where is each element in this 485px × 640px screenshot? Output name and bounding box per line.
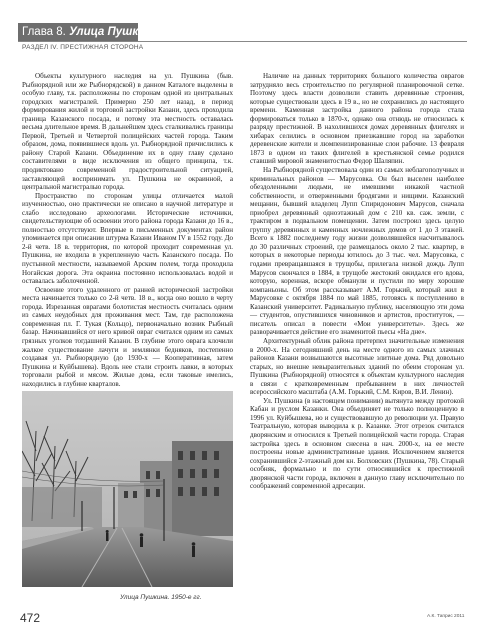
right-text-column <box>250 72 464 491</box>
header-divider <box>18 41 467 42</box>
paragraph: Освоение этого удаленного от ранней исторической застройки места начинается только со 2-й четв. 18 в., когда оно вошло в черту города. Изрезанная оврагами болотистая местность считалась одним из самых неудобных для проживания мест. Там, где расположена современная пл. Г. Тукая (Кольцо), первоначально возник Рыбный базар. Начинавшийся от него кривой овраг считался одним из самых грязных уголков тогдашней Казани. В глубине этого оврага клочили жалкое существование лачуги и землянки бедняков, постепенно создавая ул. Рыбнорядную (до 1930-х — Кооперативная, затем Пушкина и Куйбышева). Вдоль нее стали строить лавки, в которых торговали рыбой и мясом. Жилые дома, если таковые имелись, находились в глубине кварталов. <box>22 285 233 388</box>
photo-caption: Улица Пушкина. 1950-е гг. <box>120 594 202 601</box>
photo-credit: А.К. Таприс 2011 <box>427 614 465 619</box>
section-label: РАЗДЕЛ IV. ПРЕСТИЖНАЯ СТОРОНА <box>22 44 144 51</box>
paragraph: Наличие на данных территориях большого количества оврагов затрудняло весь строительство по регулярной планировочной сетке. Поэтому здесь власти дозволили ставить деревянные строения, которые существовали здесь в 19 в., но не сохранились до настоящего времени. Каменная застройка данного района города стала формироваться только в 1870-х, однако она отнюдь не относилась к разряду престижной. В нахолившихся домах деревянных флигелях и хибарах селились в основном приезжавшие город на заработки деревенские жители и люмпенизированные слои рабочие. 13 февраля 1873 в одном из таких флигелей в крестьянской семье родился ставший мировой знаменитостью Федор Шаляпин. <box>250 72 464 166</box>
paragraph: Ул. Пушкина (в настоящем понимании) вытянута между протокой Кабан и руслом Казанки. Она объединяет не только полноценную в 1996 ул. Куйбышева, но и существовавшую до революции ул. Правую Театральную, которая выводила к р. Казанке. Этот отрезок считался дворянским и относился к Третьей полицейской части города. Старая застройка здесь в основном снесена в нач. 2000-х, на ее месте построены новые административные здания. Исключением является сохранившийся 2-этажный дом кн. Болховских (Пушкина, 78). Старый особняк, формально и по сути относившийся к престижной дворянской части города, включен в данную главу исключительно по соображений современной адресации. <box>250 396 464 491</box>
street-photo <box>22 391 233 587</box>
chapter-street-name: Улица Пушкина <box>69 26 159 38</box>
paragraph: Архитектурный облик района претерпел значительные изменения в 2000-х. На сегодняшний день на месте одного из самых злачных районов Казани возвышаются высотные элитные дома. Ряд довольно старых, но внешне невыразительных зданий по обеим сторонам ул. Пушкина (Рыбнорядной) относятся к объектам культурного наследия в связи с кратковременным пребыванием в них личностей всероссийского масштаба (А.М. Горький, С.М. Киров, В.И. Ленин). <box>250 336 464 397</box>
paragraph: На Рыбнорядной существовала один из самых неблагополучных и криминальных районов — Марусовка. Он был выселен наиболее обездоленными людьми, не имевшими никакой частной собственности, и отверженными бродягами и нищими. Казанский мещанин, бывший владелец Лупп Спиридонович Марусов, сначала приобрел деревянный одноэтажный дом с 210 кв. саж. земли, с трактиром в подвальном помещении. Затем построил здесь целую группу деревянных и каменных ночлежных домов от 1 до 3 этажей. Всего к 1882 последнему году жизни дозволявшейся насчитывалось до 30 различных строений, где размещалось около 2 тыс. квартир, в которых в некоторые периоды ютилось до 3 тыс. чел. Марусовка, с годами превращавшаяся в трущобы, прилегала низкой дождь Лупп Марусов скончался в 1884, в трущобе жестокий ожидался его вдова, которую, коренная, вскоре обманули и пустили по миру хорошие компаньоны. Об этом рассказывает А.М. Горький, который жил в Марусовке с октября 1884 по май 1885, готовясь к поступлению в Казанский университет. Радикальную публику, населяющую эти дома — студентов, опустившихся чиновников и артистов, проституток, — писатель описал в повести «Мои университеты». Здесь же разворачивается действие его знаменитой пьесы «На дне». <box>250 166 464 337</box>
page-number: 472 <box>20 611 41 625</box>
paragraph: Пространство по сторонам улицы отличается малой изученностью, оно практически не описано в научной литературе и слабо исследовано археологами. Исторические источники, свидетельствующие об освоении этого района города Казани до 16 в., полностью отсутствуют. Впервые в письменных документах район упоминается при описании штурма Казани Иваном IV в 1552 году. До 2-й четв. 18 в. территория, по которой проходит современная ул. Пушкина, не входила в укрепленную часть Казанского посада. По пустынной местности, называемой Арским полем, тогда проходила Ногайская дорога. Эта окраина постоянно использовалась водой и оставалась заболоченной. <box>22 191 233 286</box>
chapter-title <box>22 24 159 40</box>
chapter-number: Глава 8. <box>22 26 66 38</box>
left-text-column <box>22 72 233 388</box>
paragraph: Объекты культурного наследия на ул. Пушкина (быв. Рыбнорядной или же Рыбнорядской) в данном Каталоге выделены в особую главу, т.к. расположены по сторонам одной из центральных городских магистралей. Примерно 250 лет назад, в период формирования жилой и торговой застройки Казани, здесь проходила граница Казанского посада, и потому эта местность оставалась весьма длительное время. В дальнейшем здесь сталкивались границы Первой, Третьей и Четвертой полицейских частей города. Таким образом, дома, появившиеся вдоль ул. Рыбнорядной причислились к району Старой Казани. Объединение их в одну главу сделано составителями в виде исключения из общего принципа, т.к. продиктовано современной градостроительной ситуацией, заставляющей воспринимать ул. Пушкина не окраинной, а центральной магистралью города. <box>22 72 233 192</box>
